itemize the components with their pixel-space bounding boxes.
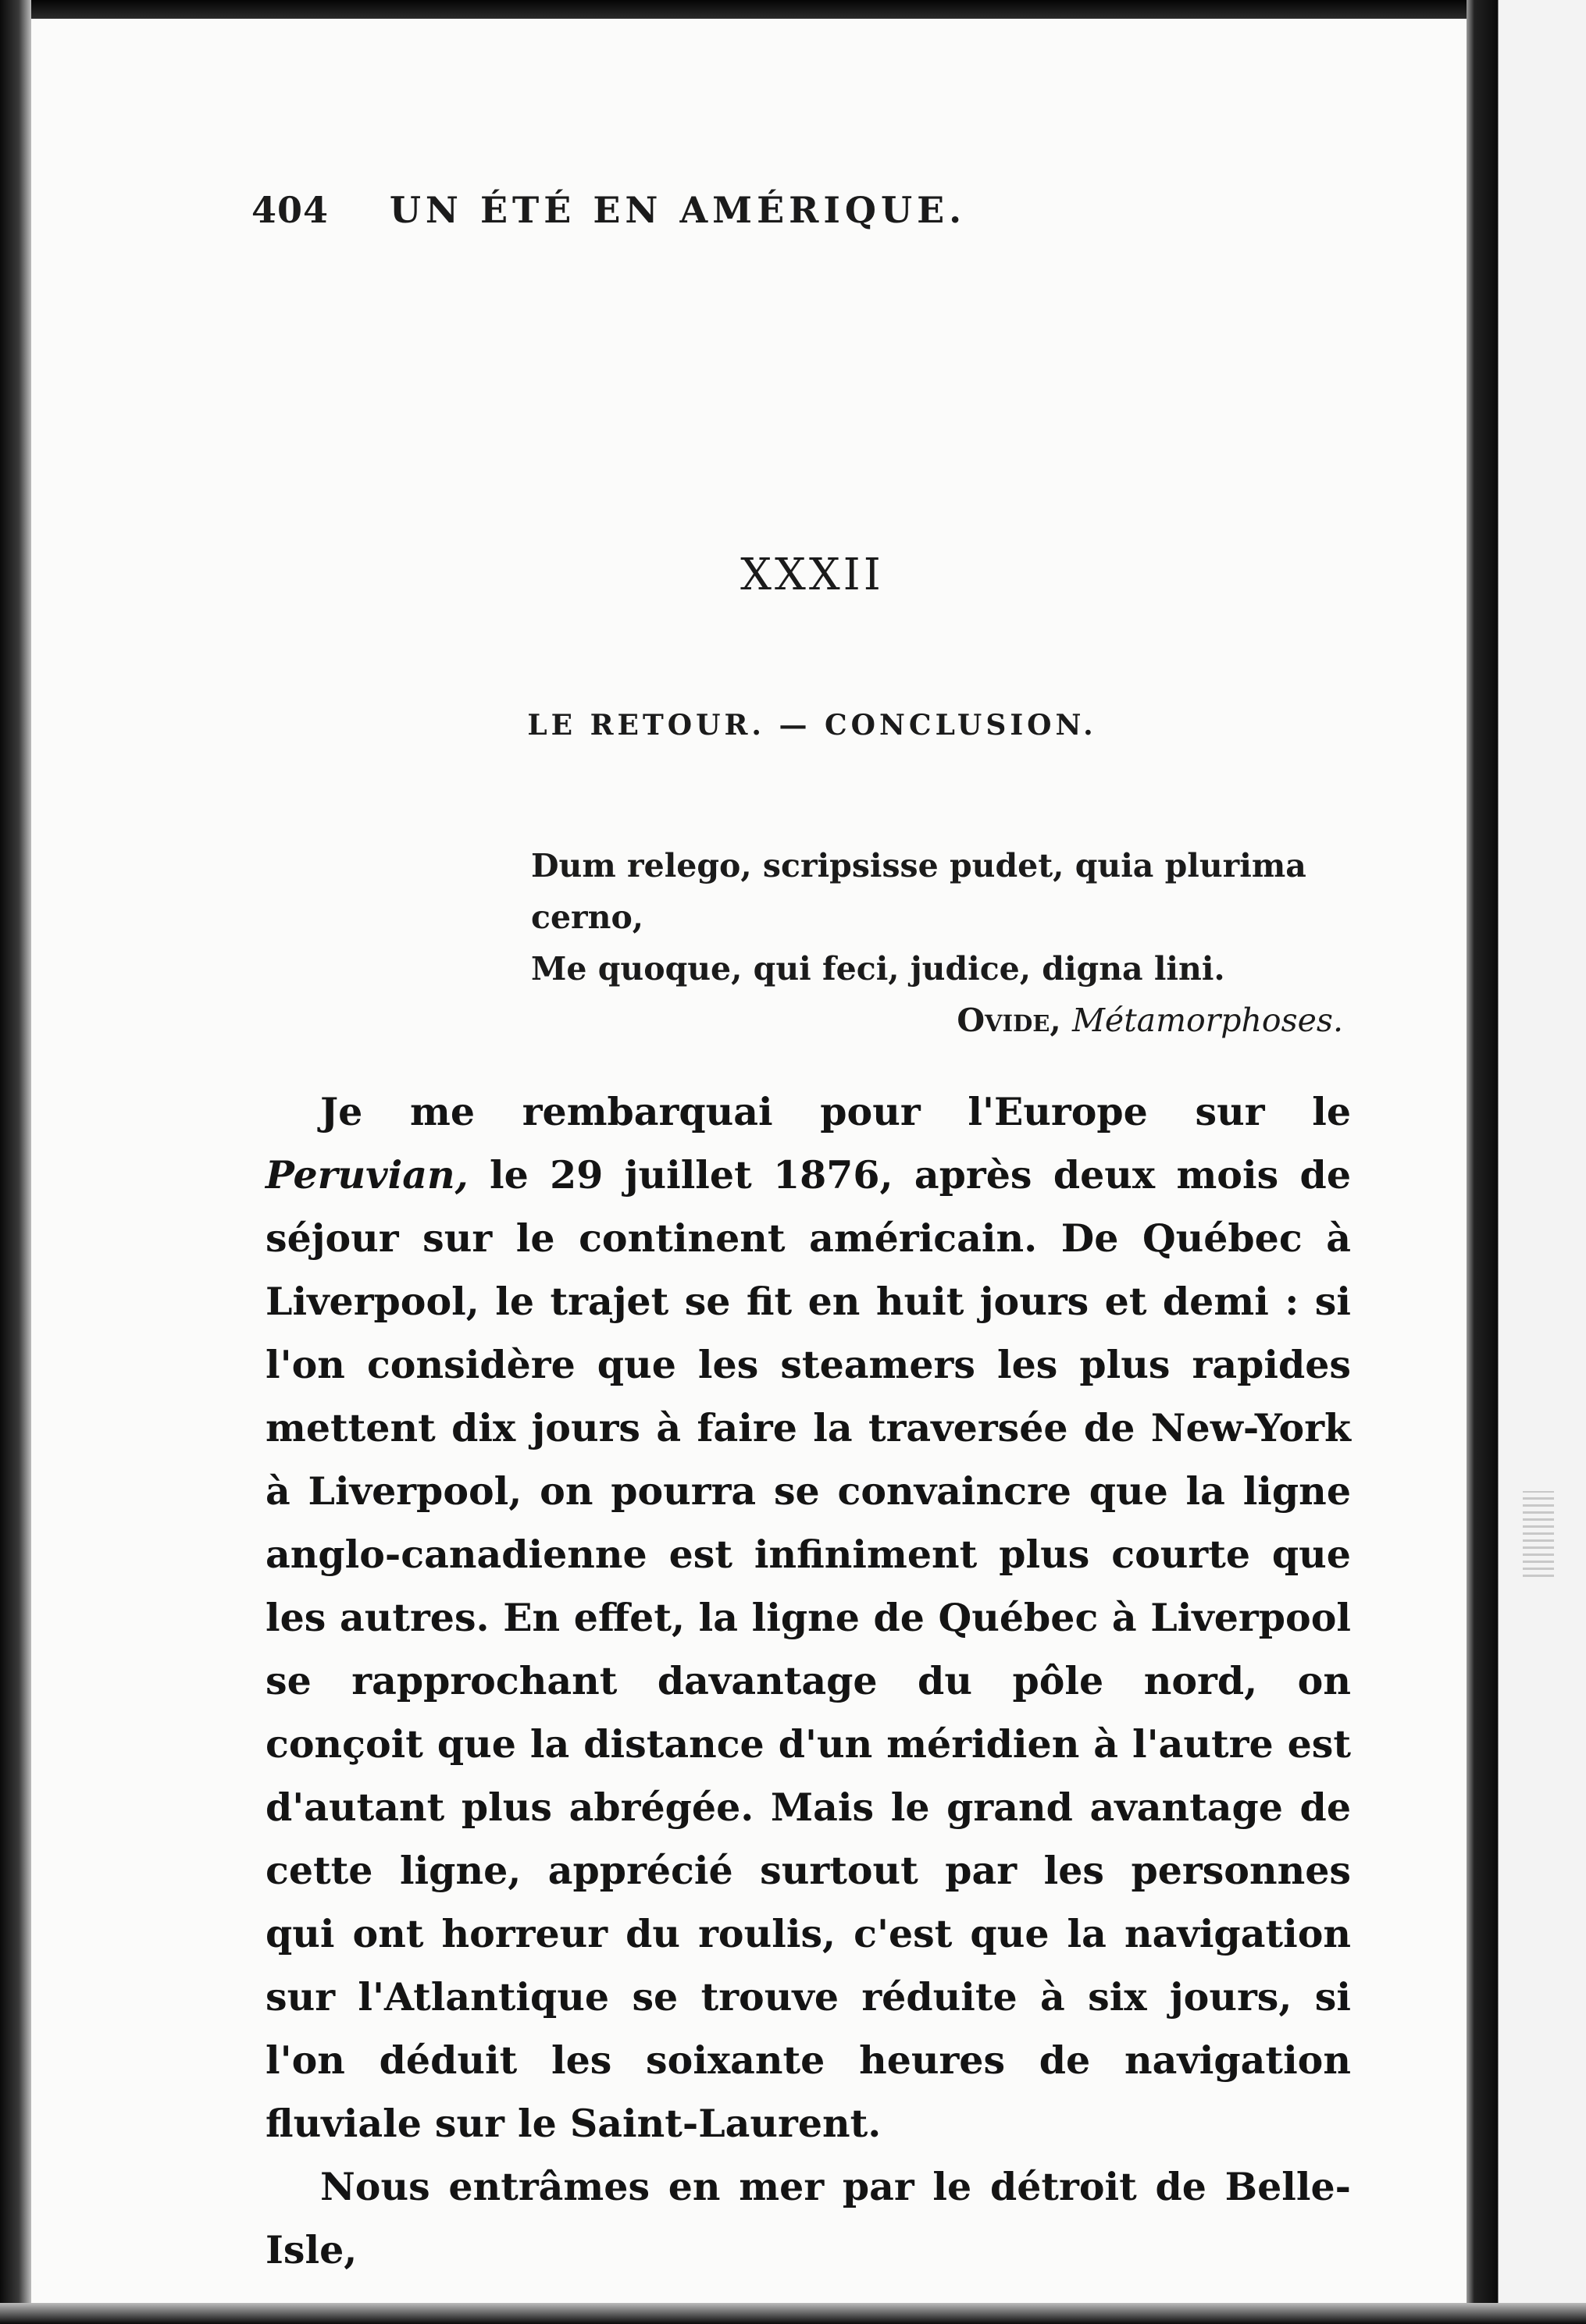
epigraph-attribution [531,995,1359,1046]
page-number: 404 [251,189,330,231]
running-header [251,189,1104,236]
epigraph-author: Ovide [957,1002,1050,1039]
paragraph-1-start: Je me rembarquai pour l'Europe sur le [320,1089,1351,1134]
paragraph-2: Nous entrâmes en mer par le détroit de Belle-Isle, [266,2164,1351,2272]
epigraph-line-2: Me quoque, qui feci, judice, digna lini. [531,950,1225,988]
adjacent-page-strip [1499,0,1586,2324]
bleed-through-specks [1523,1491,1554,1577]
paragraph-1-rest: le 29 juillet 1876, après deux mois de séjour sur le continent américain. De Québec à Liverpool, le trajet se fit en huit jours et demi : si l'on considère que les steamers les plus rapides mettent dix jours à faire la traversée de New-York à Liverpool, on pourra se convaincre que la ligne anglo-canadienne est infiniment plus courte que les autres. En effet, la ligne de Québec à Liverpool se rapprochant davantage du pôle nord, on conçoit que la distance d'un méridien à l'autre est d'autant plus abrégée. Mais le grand avantage de cette ligne, apprécié surtout par les personnes qui ont horreur du roulis, c'est que la navigation sur l'Atlantique se trouve réduite à six jours, si l'on déduit les soixante heures de navigation fluviale sur le Saint-Laurent. [266,1152,1351,2146]
running-title: UN ÉTÉ EN AMÉRIQUE. [389,189,967,231]
chapter-title: LE RETOUR. — CONCLUSION. [527,709,1097,742]
epigraph [531,840,1359,1046]
ship-name: Peruvian, [266,1152,469,1198]
chapter-number: XXXII [740,550,884,600]
body-text [266,1080,1351,2282]
scan-edge-left [0,0,31,2324]
scan-edge-bottom [0,2303,1586,2324]
epigraph-work: Métamorphoses. [1071,1002,1343,1039]
paragraph-1 [266,1080,1351,2155]
epigraph-line-1: Dum relego, scripsisse pudet, quia plurima cerno, [531,847,1306,936]
book-page [31,19,1467,2303]
epigraph-separator: , [1050,1002,1072,1039]
scan-edge-top [0,0,1586,19]
